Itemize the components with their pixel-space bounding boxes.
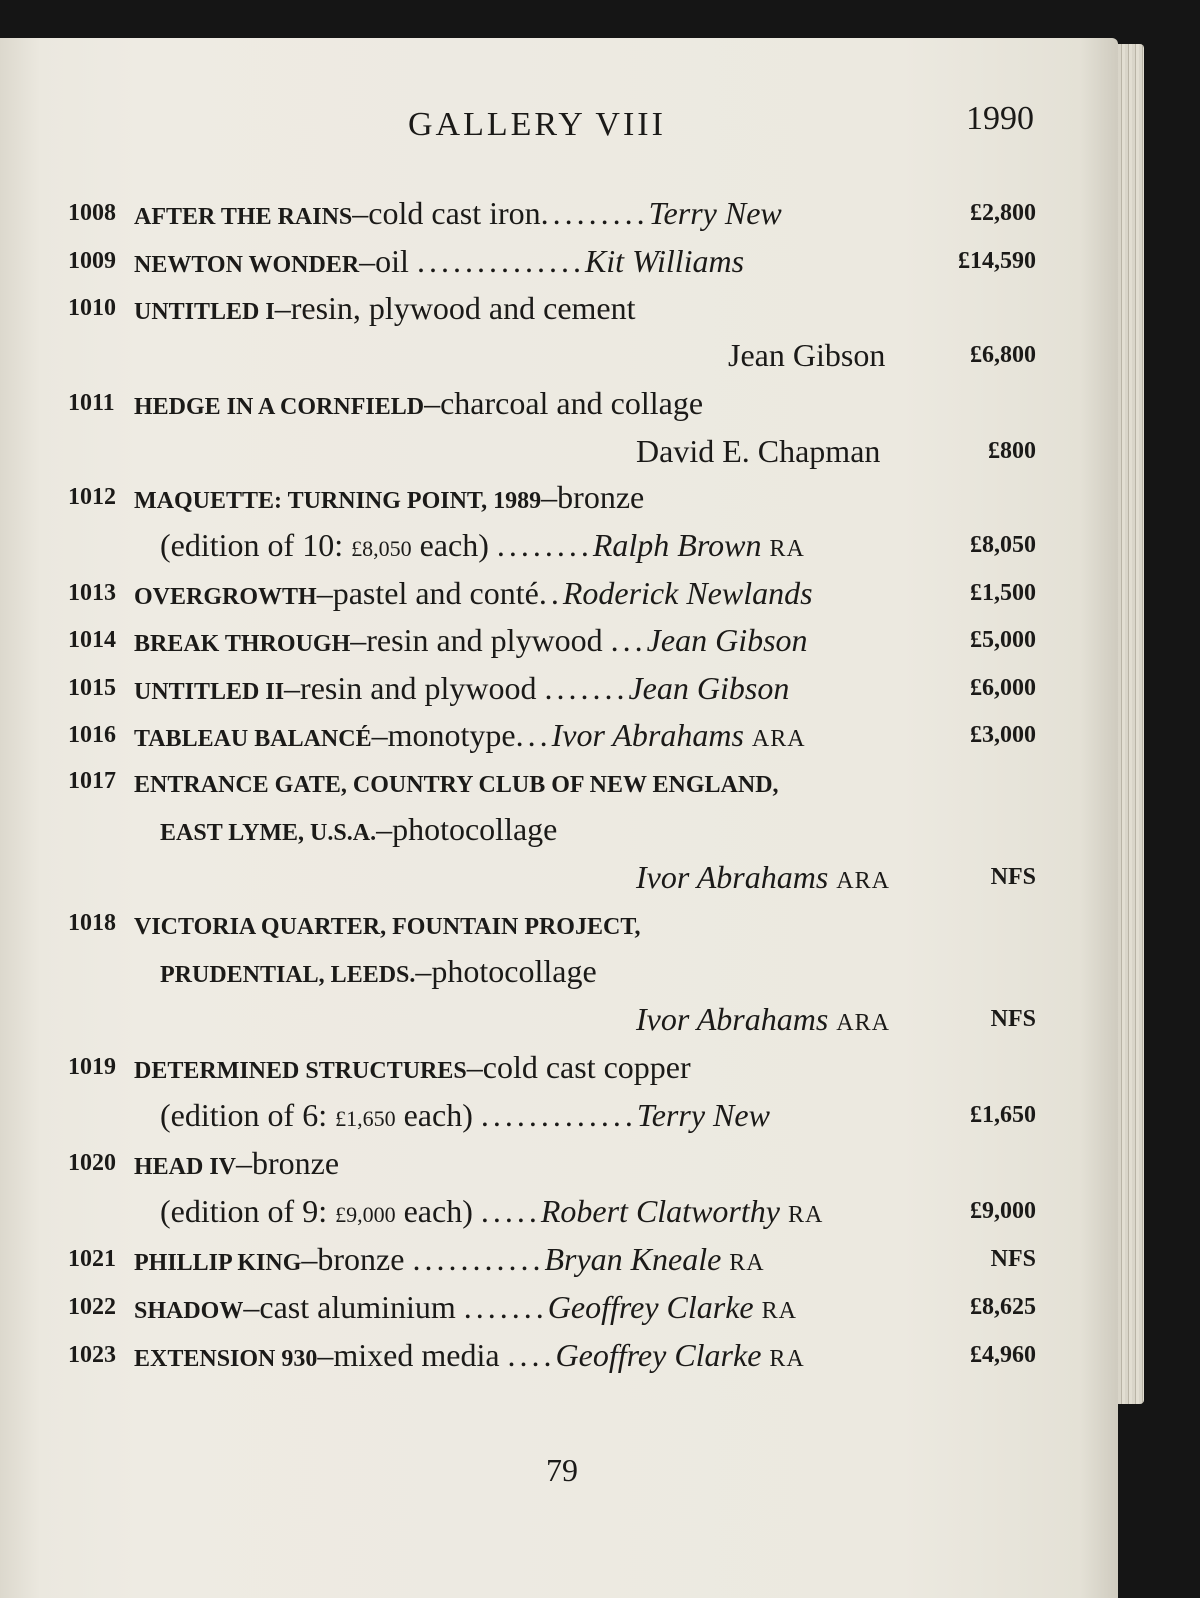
- artist-suffix: RA: [787, 1202, 824, 1228]
- entry-title: MAQUETTE: TURNING POINT, 1989: [134, 488, 542, 514]
- edition-price: £1,650: [335, 1106, 396, 1131]
- entry-title: ENTRANCE GATE, COUNTRY CLUB OF NEW ENGLAND,: [134, 772, 779, 798]
- edition-price: £8,050: [351, 536, 412, 561]
- entry-row: [0, 474, 1118, 520]
- entry-artist: Robert Clatworthy: [540, 1193, 780, 1229]
- entry-medium: –bronze: [301, 1241, 405, 1277]
- entry-price: £2,800: [970, 200, 1036, 226]
- entry-title-cont: EAST LYME, U.S.A.: [160, 820, 377, 846]
- entry-price: NFS: [990, 1246, 1036, 1272]
- entry-continuation: [0, 1092, 1118, 1138]
- entry-number: 1023: [68, 1342, 116, 1368]
- entry-text: [134, 474, 644, 524]
- entry-price: £9,000: [970, 1198, 1036, 1224]
- leader-dots: ...: [515, 717, 552, 753]
- entry-text: [134, 1140, 339, 1190]
- artist-suffix: ARA: [836, 1010, 890, 1036]
- entry-price: £3,000: [970, 722, 1036, 748]
- entry-artist: Roderick Newlands: [562, 575, 813, 611]
- entry-medium: –monotype: [371, 717, 516, 753]
- artist-suffix: RA: [769, 536, 805, 562]
- entry-artist: Terry New: [648, 195, 782, 231]
- entry-number: 1021: [68, 1246, 116, 1272]
- entry-title: OVERGROWTH: [134, 584, 317, 610]
- entry-text: [134, 1236, 765, 1286]
- edition-note: (edition of 10:: [160, 527, 352, 563]
- entry-title-cont: PRUDENTIAL, LEEDS.: [160, 962, 416, 988]
- entry-title: PHILLIP KING: [134, 1250, 302, 1276]
- entry-number: 1014: [68, 627, 116, 653]
- entry-price: NFS: [990, 1006, 1036, 1032]
- entry-number: 1011: [68, 390, 115, 416]
- leader-dots: ...........: [412, 1241, 545, 1277]
- entry-row: [0, 900, 1118, 946]
- entry-text: [134, 712, 806, 762]
- entry-price: £800: [988, 438, 1036, 464]
- entry-medium: –photocollage: [415, 953, 597, 989]
- entry-price: £4,960: [970, 1342, 1036, 1368]
- page-title: GALLERY VIII: [408, 106, 666, 143]
- entry-medium: –resin, plywood and cement: [274, 290, 636, 326]
- entry-title: SHADOW: [134, 1298, 244, 1324]
- entry-medium: –resin and plywood: [350, 622, 603, 658]
- entry-artist: Ivor Abrahams: [551, 717, 744, 753]
- entry-text: [160, 806, 557, 856]
- entry-number: 1012: [68, 484, 116, 510]
- entry-price: £1,500: [970, 580, 1036, 606]
- entry-number: 1020: [68, 1150, 116, 1176]
- entry-medium: –cold cast copper: [466, 1049, 691, 1085]
- entry-text: [134, 1044, 691, 1094]
- leader-dots: ...: [610, 622, 647, 658]
- entry-number: 1016: [68, 722, 116, 748]
- entry-text: [134, 285, 636, 335]
- entry-artist: Jean Gibson: [728, 337, 886, 373]
- entry-artist: Bryan Kneale: [544, 1241, 722, 1277]
- entry-medium: –bronze: [236, 1145, 340, 1181]
- edition-note-end: each): [395, 1193, 473, 1229]
- entry-row: [0, 665, 1118, 711]
- leader-dots: .....: [480, 1193, 541, 1229]
- entry-number: 1008: [68, 200, 116, 226]
- entry-text: [160, 948, 597, 998]
- entry-medium: –pastel and conté: [316, 575, 539, 611]
- entry-title: EXTENSION 930: [134, 1346, 318, 1372]
- entry-row: [0, 380, 1118, 426]
- entry-title: TABLEAU BALANCÉ: [134, 726, 372, 752]
- entry-row: [0, 1332, 1118, 1378]
- entry-medium: –bronze: [541, 479, 645, 515]
- entry-row: [0, 1044, 1118, 1090]
- leader-dots: ....: [507, 1337, 556, 1373]
- entry-text: [636, 996, 890, 1046]
- entry-number: 1022: [68, 1294, 116, 1320]
- leader-dots: .........: [540, 195, 649, 231]
- entry-medium: –oil: [359, 243, 409, 279]
- edition-note-end: each): [411, 527, 489, 563]
- entry-row: [0, 1284, 1118, 1330]
- entry-number: 1009: [68, 248, 116, 274]
- entry-artist: Geoffrey Clarke: [555, 1337, 762, 1373]
- entry-row: [0, 617, 1118, 663]
- entry-continuation: [0, 996, 1118, 1042]
- entry-price: £14,590: [958, 248, 1036, 274]
- entry-medium: –cold cast iron: [352, 195, 541, 231]
- edition-note: (edition of 6:: [160, 1097, 336, 1133]
- leader-dots: .......: [463, 1289, 548, 1325]
- edition-price: £9,000: [335, 1202, 396, 1227]
- entry-medium: –cast aluminium: [243, 1289, 456, 1325]
- entry-title: UNTITLED II: [134, 679, 285, 705]
- entry-artist: Kit Williams: [584, 243, 745, 279]
- page-year: 1990: [966, 100, 1034, 137]
- entry-text: [636, 854, 890, 904]
- entry-row: [0, 1140, 1118, 1186]
- entry-artist: Geoffrey Clarke: [547, 1289, 754, 1325]
- entry-title: HEDGE IN A CORNFIELD: [134, 394, 425, 420]
- entry-text: [134, 570, 813, 620]
- entry-text: [160, 1092, 770, 1142]
- entry-text: [134, 380, 703, 430]
- entry-number: 1013: [68, 580, 116, 606]
- entry-continuation: [0, 806, 1118, 852]
- entry-artist: David E. Chapman: [636, 433, 881, 469]
- entry-text: [134, 900, 641, 950]
- entry-row: [0, 190, 1118, 236]
- entry-medium: –resin and plywood: [284, 670, 537, 706]
- entry-artist: Ivor Abrahams: [636, 859, 829, 895]
- entry-artist: Ivor Abrahams: [636, 1001, 829, 1037]
- entry-continuation: [0, 428, 1118, 474]
- entry-artist: Terry New: [636, 1097, 770, 1133]
- edition-note: (edition of 9:: [160, 1193, 336, 1229]
- entry-artist: Jean Gibson: [646, 622, 808, 658]
- page-number: 79: [546, 1452, 578, 1488]
- entry-medium: –mixed media: [317, 1337, 500, 1373]
- entry-text: [134, 1284, 797, 1334]
- entry-text: [134, 665, 789, 715]
- entry-row: [0, 712, 1118, 758]
- entry-price: £6,000: [970, 675, 1036, 701]
- entry-title: HEAD IV: [134, 1154, 237, 1180]
- entry-text: [160, 522, 805, 572]
- page-edges: [1118, 44, 1144, 1404]
- entry-text: [160, 1188, 823, 1238]
- entry-title: VICTORIA QUARTER, FOUNTAIN PROJECT,: [134, 914, 641, 940]
- entry-continuation: [0, 522, 1118, 568]
- entry-title: AFTER THE RAINS: [134, 204, 353, 230]
- entry-number: 1017: [68, 768, 116, 794]
- entry-number: 1018: [68, 910, 116, 936]
- entry-continuation: [0, 948, 1118, 994]
- entry-artist: Ralph Brown: [592, 527, 762, 563]
- edition-note-end: each): [395, 1097, 473, 1133]
- entry-number: 1015: [68, 675, 116, 701]
- entry-row: [0, 1236, 1118, 1282]
- entry-row: [0, 238, 1118, 284]
- leader-dots: ..............: [416, 243, 585, 279]
- entry-row: [0, 570, 1118, 616]
- artist-suffix: RA: [761, 1298, 797, 1324]
- entry-artist: Jean Gibson: [628, 670, 790, 706]
- artist-suffix: ARA: [836, 868, 890, 894]
- entry-continuation: [0, 1188, 1118, 1234]
- entry-price: £6,800: [970, 342, 1036, 368]
- entry-text: [134, 190, 782, 240]
- entry-text: [134, 617, 808, 667]
- entry-title: UNTITLED I: [134, 299, 275, 325]
- entry-price: £5,000: [970, 627, 1036, 653]
- leader-dots: ..: [538, 575, 563, 611]
- entry-title: NEWTON WONDER: [134, 252, 360, 278]
- leader-dots: .......: [544, 670, 629, 706]
- entry-text: [134, 758, 779, 808]
- entry-price: £8,625: [970, 1294, 1036, 1320]
- entry-number: 1010: [68, 295, 116, 321]
- entry-row: [0, 285, 1118, 331]
- artist-suffix: ARA: [751, 726, 806, 752]
- entry-text: [134, 238, 744, 288]
- entry-medium: –charcoal and collage: [424, 385, 704, 421]
- artist-suffix: RA: [729, 1250, 765, 1276]
- entry-continuation: [0, 854, 1118, 900]
- entry-price: £8,050: [970, 532, 1036, 558]
- entry-medium: –photocollage: [376, 811, 558, 847]
- entry-continuation: [0, 332, 1118, 378]
- leader-dots: .............: [480, 1097, 637, 1133]
- entry-row: [0, 758, 1118, 804]
- artist-suffix: RA: [769, 1346, 805, 1372]
- entry-price: £1,650: [970, 1102, 1036, 1128]
- entry-text: [134, 1332, 805, 1382]
- leader-dots: ........: [496, 527, 593, 563]
- entry-title: BREAK THROUGH: [134, 631, 351, 657]
- entry-price: NFS: [990, 864, 1036, 890]
- entry-number: 1019: [68, 1054, 116, 1080]
- entry-title: DETERMINED STRUCTURES: [134, 1058, 467, 1084]
